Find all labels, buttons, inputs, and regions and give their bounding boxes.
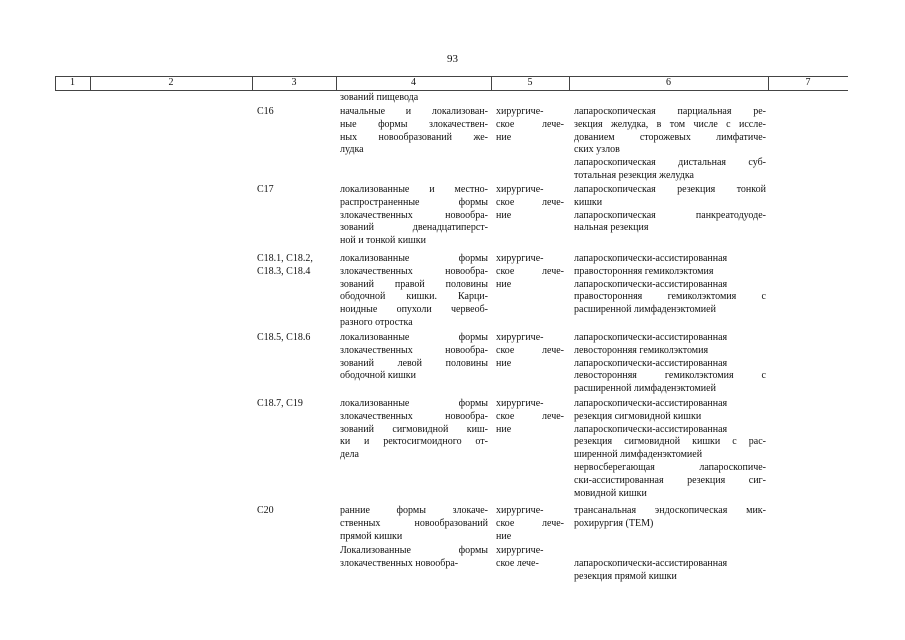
cell-line: злокачественных новообра- [340,344,488,356]
column-header-2: 2 [168,77,174,88]
cell-line: ское лече- [496,196,564,208]
cell-line: ски-ассистированная резекция сиг- [574,474,766,486]
cell-line: тотальная резекция желудка [574,169,694,181]
cell-line: ные формы злокачествен- [340,118,488,130]
column-header-7: 7 [805,77,811,88]
cell-method [574,332,766,396]
cell-line: лапароскопически-ассистированная [574,423,728,435]
cell-line: расширенной лимфаденэктомией [574,383,716,395]
cell-line: ское лече- [496,265,564,277]
cell-method [574,398,766,500]
cell-line: Локализованные формы [340,545,488,556]
cell-line: ние [496,278,512,290]
cell-line: злокачественных новообра- [340,557,459,569]
cell-line: C18.3, C18.4 [257,265,311,277]
cell-line: злокачественных новообра- [340,265,488,277]
cell-method [574,106,766,183]
cell-line: хирургиче- [496,332,544,343]
cell-line: хирургиче- [496,184,544,195]
cell-line: зекция желудка, в том числе с иссле- [574,118,766,130]
cell-condition [340,505,488,543]
cell-method [574,505,766,531]
cell-line: ноидные опухоли червеоб- [340,304,488,316]
cell-line: ранние формы злокаче- [340,505,488,516]
cell-line: злокачественных новообра- [340,209,488,221]
cell-line: C20 [257,505,274,516]
cell-line: дела [340,449,359,461]
cell-line: рохирургия (TEM) [574,517,654,529]
column-header-1: 1 [70,77,75,88]
cell-line: хирургиче- [496,505,544,516]
cell-condition [340,184,488,248]
cell-line: левосторонняя гемиколэктомия с [574,370,766,382]
cell-line: лапароскопическая дистальная суб- [574,157,766,169]
cell-line: ние [496,423,512,435]
cell-line: ских узлов [574,144,620,156]
cell-line: расширенной лимфаденэктомией [574,304,716,316]
cell-line: ние [496,357,512,369]
cell-line: прямой кишки [340,530,403,542]
cell-line: ной и тонкой кишки [340,235,426,247]
cell-condition [340,398,488,462]
cell-treatment [496,184,564,222]
cell-icd-code [257,398,333,411]
cell-line: ние [496,209,512,221]
cell-line: лапароскопически-ассистированная [574,278,728,290]
cell-line: ободочной кишки [340,370,416,382]
cell-line: правосторонняя гемиколэктомия с [574,291,766,303]
cell-line: злокачественных новообра- [340,410,488,422]
cell-treatment [496,106,564,144]
cell-line: резекция прямой кишки [574,570,677,582]
cell-condition [340,106,488,157]
cell-method [574,184,766,235]
cell-line: лудка [340,144,364,156]
cell-line: локализованные формы [340,398,488,409]
cell-line: правосторонняя гемиколэктомия [574,265,714,277]
cell-line: хирургиче- [496,253,544,264]
cell-icd-code [257,106,333,119]
cell-line: ское лече- [496,118,564,130]
cell-condition [340,92,488,105]
cell-line: ободочной кишки. Карци- [340,291,488,303]
cell-treatment [496,398,564,436]
cell-line: зований пищевода [340,92,419,103]
cell-icd-code [257,505,333,518]
cell-icd-code [257,253,333,279]
page-number: 93 [447,53,458,65]
cell-line: ское лече- [496,410,564,422]
cell-line: локализованные и местно- [340,184,488,195]
cell-line: левосторонняя гемиколэктомия [574,344,709,356]
cell-line: лапароскопически-ассистированная [574,557,728,569]
column-header-5: 5 [527,77,533,88]
cell-treatment [496,505,564,543]
cell-treatment [496,332,564,370]
cell-line: хирургиче- [496,106,544,117]
column-header-4: 4 [411,77,416,88]
cell-line: лапароскопическая парциальная ре- [574,106,766,117]
cell-line: лапароскопически-ассистированная [574,357,728,369]
cell-line: лапароскопически-ассистированная [574,398,728,409]
cell-line: дованием сторожевых лимфатиче- [574,131,766,143]
cell-condition [340,545,488,571]
cell-line: зований правой половины [340,278,488,290]
cell-line: резекция сигмовидной кишки [574,410,702,422]
cell-line: ки и ректосигмоидного от- [340,436,488,448]
cell-line: C16 [257,106,274,117]
cell-line: ское лече- [496,517,564,529]
cell-line: хирургиче- [496,398,544,409]
table-header-bottom-rule [55,90,848,91]
cell-treatment [496,253,564,291]
column-header-6: 6 [666,77,671,88]
cell-line: ние [496,530,512,542]
cell-condition [340,332,488,383]
cell-method [574,253,766,317]
cell-line: C18.7, C19 [257,398,303,409]
cell-line: C18.1, C18.2, [257,253,313,264]
cell-line: C17 [257,184,274,195]
cell-line: лапароскопически-ассистированная [574,332,728,343]
cell-condition [340,253,488,330]
cell-line: ственных новообразований [340,517,488,529]
cell-line: ское лече- [496,344,564,356]
cell-line: ных новообразований же- [340,131,488,143]
cell-line: C18.5, C18.6 [257,332,311,343]
cell-line: локализованные формы [340,332,488,343]
cell-line: ское лече- [496,557,539,569]
cell-icd-code [257,332,333,345]
cell-line: распространенные формы [340,196,488,208]
cell-line: разного отростка [340,316,413,328]
column-header-3: 3 [291,77,297,88]
cell-line: нервосберегающая лапароскопиче- [574,461,766,473]
cell-line [574,545,766,558]
cell-method [574,545,766,583]
cell-treatment [496,545,564,571]
cell-line: зований сигмовидной киш- [340,423,488,435]
cell-line: трансанальная эндоскопическая мик- [574,505,766,516]
cell-line: нальная резекция [574,222,649,234]
cell-icd-code [257,184,333,197]
cell-line: лапароскопическая резекция тонкой [574,184,766,195]
cell-line: начальные и локализован- [340,106,488,117]
cell-line: зований левой половины [340,357,488,369]
cell-line: лапароскопическая панкреатодуоде- [574,209,766,221]
cell-line: кишки [574,196,603,208]
cell-line: резекция сигмовидной кишки с рас- [574,436,766,448]
cell-line: зований двенадцатиперст- [340,222,488,234]
cell-line: ширенной лимфаденэктомией [574,449,703,461]
cell-line: локализованные формы [340,253,488,264]
cell-line: хирургиче- [496,545,544,556]
cell-line: лапароскопически-ассистированная [574,253,728,264]
cell-line: ние [496,131,512,143]
cell-line: мовидной кишки [574,487,647,499]
